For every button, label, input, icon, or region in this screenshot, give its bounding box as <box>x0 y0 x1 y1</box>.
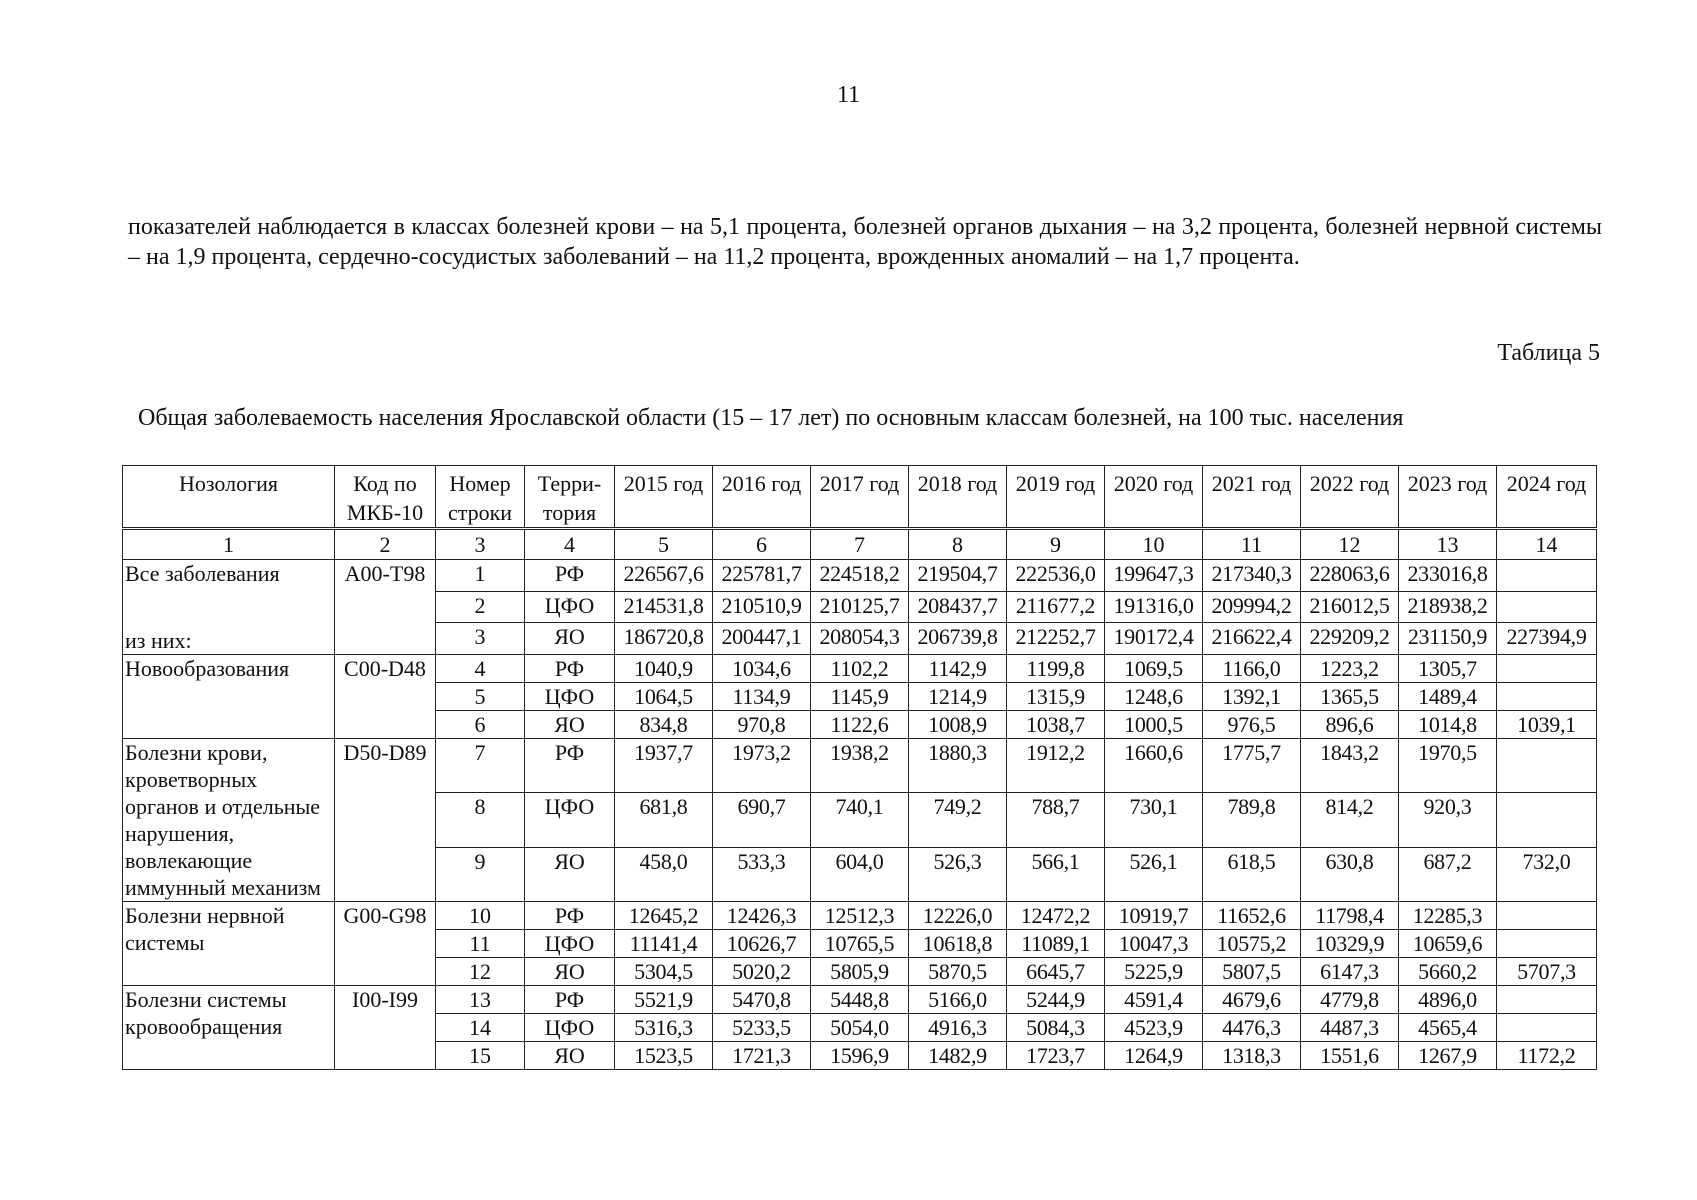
territory-cell: ЦФО <box>525 930 615 958</box>
value-cell: 1134,9 <box>713 683 811 711</box>
value-cell: 224518,2 <box>811 560 909 592</box>
value-cell: 1973,2 <box>713 739 811 793</box>
column-number: 3 <box>436 529 525 560</box>
value-cell: 740,1 <box>811 793 909 847</box>
value-cell: 814,2 <box>1301 793 1399 847</box>
value-cell: 1937,7 <box>615 739 713 793</box>
value-cell: 1248,6 <box>1105 683 1203 711</box>
value-cell: 1039,1 <box>1497 711 1597 739</box>
value-cell: 788,7 <box>1007 793 1105 847</box>
value-cell: 526,3 <box>909 847 1007 901</box>
value-cell: 1315,9 <box>1007 683 1105 711</box>
territory-cell: ЯО <box>525 711 615 739</box>
value-cell: 789,8 <box>1203 793 1301 847</box>
value-cell: 5807,5 <box>1203 958 1301 986</box>
value-cell: 5521,9 <box>615 986 713 1014</box>
row-number-cell: 3 <box>436 623 525 655</box>
territory-cell: РФ <box>525 986 615 1014</box>
value-cell: 618,5 <box>1203 847 1301 901</box>
value-cell: 1142,9 <box>909 655 1007 683</box>
value-cell: 687,2 <box>1399 847 1497 901</box>
icd-code-cell: G00-G98 <box>335 902 436 986</box>
nozology-cell <box>123 560 335 655</box>
value-cell: 216622,4 <box>1203 623 1301 655</box>
value-cell <box>1497 591 1597 623</box>
value-cell: 211677,2 <box>1007 591 1105 623</box>
nozology-cell <box>123 739 335 902</box>
value-cell: 1843,2 <box>1301 739 1399 793</box>
row-number-cell: 1 <box>436 560 525 592</box>
territory-cell: РФ <box>525 739 615 793</box>
table-row <box>123 560 1597 592</box>
nozology-label: Новообразования <box>125 656 290 681</box>
value-cell: 976,5 <box>1203 711 1301 739</box>
column-number: 14 <box>1497 529 1597 560</box>
value-cell: 12472,2 <box>1007 902 1105 930</box>
territory-cell: ЯО <box>525 623 615 655</box>
row-number-cell: 11 <box>436 930 525 958</box>
value-cell: 566,1 <box>1007 847 1105 901</box>
territory-cell: РФ <box>525 655 615 683</box>
value-cell: 10329,9 <box>1301 930 1399 958</box>
value-cell: 1365,5 <box>1301 683 1399 711</box>
value-cell: 208054,3 <box>811 623 909 655</box>
value-cell <box>1497 560 1597 592</box>
page-number: 11 <box>836 82 861 108</box>
value-cell: 1264,9 <box>1105 1042 1203 1070</box>
column-number: 9 <box>1007 529 1105 560</box>
value-cell: 1199,8 <box>1007 655 1105 683</box>
table-row <box>123 986 1597 1014</box>
value-cell: 1775,7 <box>1203 739 1301 793</box>
value-cell: 11652,6 <box>1203 902 1301 930</box>
header-cell: Нозология <box>123 466 335 529</box>
value-cell: 1014,8 <box>1399 711 1497 739</box>
value-cell: 12226,0 <box>909 902 1007 930</box>
value-cell <box>1497 793 1597 847</box>
value-cell: 4523,9 <box>1105 1014 1203 1042</box>
table-row <box>123 739 1597 793</box>
intro-paragraph: показателей наблюдается в классах болезней крови – на 5,1 процента, болезней органов дыхания – на 3,2 процента, болезней нервной системы – на 1,9 процента, сердечно-сосудистых заболеваний – на 11,2 процента, врожденных аномалий – на 1,7 процента. <box>128 214 1602 270</box>
value-cell: 12285,3 <box>1399 902 1497 930</box>
value-cell: 1523,5 <box>615 1042 713 1070</box>
value-cell: 214531,8 <box>615 591 713 623</box>
value-cell: 1267,9 <box>1399 1042 1497 1070</box>
value-cell: 217340,3 <box>1203 560 1301 592</box>
value-cell: 229209,2 <box>1301 623 1399 655</box>
value-cell: 896,6 <box>1301 711 1399 739</box>
value-cell: 11798,4 <box>1301 902 1399 930</box>
territory-cell: РФ <box>525 560 615 592</box>
value-cell: 210510,9 <box>713 591 811 623</box>
value-cell: 206739,8 <box>909 623 1007 655</box>
value-cell: 209994,2 <box>1203 591 1301 623</box>
value-cell: 5084,3 <box>1007 1014 1105 1042</box>
value-cell: 1008,9 <box>909 711 1007 739</box>
value-cell <box>1497 739 1597 793</box>
value-cell: 4591,4 <box>1105 986 1203 1014</box>
column-number: 4 <box>525 529 615 560</box>
territory-cell: ЦФО <box>525 1014 615 1042</box>
value-cell: 1660,6 <box>1105 739 1203 793</box>
header-cell: 2022 год <box>1301 466 1399 529</box>
value-cell: 526,1 <box>1105 847 1203 901</box>
value-cell: 1122,6 <box>811 711 909 739</box>
territory-cell: ЦФО <box>525 591 615 623</box>
icd-code-cell: C00-D48 <box>335 655 436 739</box>
nozology-label: Болезни крови, кроветворных органов и отдельные нарушения, вовлекающие иммунный механизм <box>125 740 321 900</box>
value-cell: 12645,2 <box>615 902 713 930</box>
row-number-cell: 15 <box>436 1042 525 1070</box>
nozology-label: Болезни системы кровообращения <box>125 987 287 1039</box>
value-cell: 1102,2 <box>811 655 909 683</box>
value-cell: 5448,8 <box>811 986 909 1014</box>
value-cell: 219504,7 <box>909 560 1007 592</box>
value-cell: 10575,2 <box>1203 930 1301 958</box>
value-cell <box>1497 930 1597 958</box>
value-cell: 1034,6 <box>713 655 811 683</box>
header-cell: 2020 год <box>1105 466 1203 529</box>
value-cell: 5225,9 <box>1105 958 1203 986</box>
value-cell: 690,7 <box>713 793 811 847</box>
icd-code-cell: D50-D89 <box>335 739 436 902</box>
table-row <box>123 655 1597 683</box>
value-cell: 1145,9 <box>811 683 909 711</box>
value-cell: 1223,2 <box>1301 655 1399 683</box>
value-cell: 5470,8 <box>713 986 811 1014</box>
value-cell <box>1497 683 1597 711</box>
value-cell: 1064,5 <box>615 683 713 711</box>
morbidity-table <box>122 465 1597 1070</box>
value-cell <box>1497 986 1597 1014</box>
value-cell: 1596,9 <box>811 1042 909 1070</box>
header-cell: 2023 год <box>1399 466 1497 529</box>
value-cell: 1166,0 <box>1203 655 1301 683</box>
header-cell: 2016 год <box>713 466 811 529</box>
value-cell: 681,8 <box>615 793 713 847</box>
value-cell: 6147,3 <box>1301 958 1399 986</box>
row-number-cell: 4 <box>436 655 525 683</box>
value-cell: 970,8 <box>713 711 811 739</box>
territory-cell: ЯО <box>525 847 615 901</box>
value-cell: 5316,3 <box>615 1014 713 1042</box>
value-cell: 233016,8 <box>1399 560 1497 592</box>
nozology-cell <box>123 655 335 739</box>
value-cell: 4679,6 <box>1203 986 1301 1014</box>
value-cell: 1723,7 <box>1007 1042 1105 1070</box>
value-cell: 6645,7 <box>1007 958 1105 986</box>
value-cell: 5166,0 <box>909 986 1007 1014</box>
value-cell: 1040,9 <box>615 655 713 683</box>
value-cell <box>1497 655 1597 683</box>
row-number-cell: 6 <box>436 711 525 739</box>
value-cell: 1318,3 <box>1203 1042 1301 1070</box>
value-cell: 4896,0 <box>1399 986 1497 1014</box>
value-cell: 216012,5 <box>1301 591 1399 623</box>
value-cell: 5304,5 <box>615 958 713 986</box>
value-cell: 12512,3 <box>811 902 909 930</box>
column-number: 8 <box>909 529 1007 560</box>
value-cell: 190172,4 <box>1105 623 1203 655</box>
value-cell: 222536,0 <box>1007 560 1105 592</box>
row-number-cell: 13 <box>436 986 525 1014</box>
value-cell: 920,3 <box>1399 793 1497 847</box>
value-cell: 1721,3 <box>713 1042 811 1070</box>
icd-code-cell: A00-T98 <box>335 560 436 655</box>
value-cell: 11141,4 <box>615 930 713 958</box>
value-cell: 604,0 <box>811 847 909 901</box>
value-cell: 1172,2 <box>1497 1042 1597 1070</box>
column-number: 7 <box>811 529 909 560</box>
value-cell: 199647,3 <box>1105 560 1203 592</box>
value-cell: 227394,9 <box>1497 623 1597 655</box>
value-cell: 5020,2 <box>713 958 811 986</box>
value-cell <box>1497 1014 1597 1042</box>
value-cell: 1938,2 <box>811 739 909 793</box>
icd-code-cell: I00-I99 <box>335 986 436 1070</box>
value-cell: 4779,8 <box>1301 986 1399 1014</box>
value-cell: 749,2 <box>909 793 1007 847</box>
header-cell: 2015 год <box>615 466 713 529</box>
value-cell: 208437,7 <box>909 591 1007 623</box>
row-number-cell: 9 <box>436 847 525 901</box>
column-number: 1 <box>123 529 335 560</box>
value-cell: 533,3 <box>713 847 811 901</box>
value-cell: 1392,1 <box>1203 683 1301 711</box>
value-cell: 1970,5 <box>1399 739 1497 793</box>
row-number-cell: 14 <box>436 1014 525 1042</box>
header-cell: Терри-тория <box>525 466 615 529</box>
value-cell: 10659,6 <box>1399 930 1497 958</box>
header-cell: Код по МКБ-10 <box>335 466 436 529</box>
column-number: 2 <box>335 529 436 560</box>
value-cell: 1489,4 <box>1399 683 1497 711</box>
header-cell: 2017 год <box>811 466 909 529</box>
nozology-subnote: из них: <box>125 628 192 653</box>
column-number: 11 <box>1203 529 1301 560</box>
value-cell: 10626,7 <box>713 930 811 958</box>
column-number: 13 <box>1399 529 1497 560</box>
value-cell: 186720,8 <box>615 623 713 655</box>
value-cell: 1482,9 <box>909 1042 1007 1070</box>
value-cell: 1214,9 <box>909 683 1007 711</box>
column-number: 12 <box>1301 529 1399 560</box>
value-cell: 210125,7 <box>811 591 909 623</box>
value-cell: 1069,5 <box>1105 655 1203 683</box>
value-cell: 834,8 <box>615 711 713 739</box>
value-cell: 732,0 <box>1497 847 1597 901</box>
value-cell: 10919,7 <box>1105 902 1203 930</box>
table-body <box>123 560 1597 1070</box>
value-cell: 1912,2 <box>1007 739 1105 793</box>
value-cell: 4916,3 <box>909 1014 1007 1042</box>
value-cell: 10047,3 <box>1105 930 1203 958</box>
value-cell: 5244,9 <box>1007 986 1105 1014</box>
value-cell: 630,8 <box>1301 847 1399 901</box>
value-cell: 212252,7 <box>1007 623 1105 655</box>
territory-cell: ЦФО <box>525 793 615 847</box>
header-cell: 2019 год <box>1007 466 1105 529</box>
value-cell: 1880,3 <box>909 739 1007 793</box>
value-cell: 458,0 <box>615 847 713 901</box>
row-number-cell: 8 <box>436 793 525 847</box>
value-cell: 4487,3 <box>1301 1014 1399 1042</box>
value-cell: 1000,5 <box>1105 711 1203 739</box>
value-cell: 1038,7 <box>1007 711 1105 739</box>
value-cell: 200447,1 <box>713 623 811 655</box>
value-cell: 10618,8 <box>909 930 1007 958</box>
value-cell: 191316,0 <box>1105 591 1203 623</box>
value-cell: 11089,1 <box>1007 930 1105 958</box>
row-number-cell: 7 <box>436 739 525 793</box>
territory-cell: ЦФО <box>525 683 615 711</box>
value-cell: 5805,9 <box>811 958 909 986</box>
territory-cell: РФ <box>525 902 615 930</box>
header-cell: 2021 год <box>1203 466 1301 529</box>
value-cell: 4476,3 <box>1203 1014 1301 1042</box>
territory-cell: ЯО <box>525 1042 615 1070</box>
value-cell: 5660,2 <box>1399 958 1497 986</box>
table-title: Общая заболеваемость населения Ярославской области (15 – 17 лет) по основным классам болезней, на 100 тыс. населения <box>138 405 1404 431</box>
value-cell <box>1497 902 1597 930</box>
row-number-cell: 2 <box>436 591 525 623</box>
nozology-cell <box>123 902 335 986</box>
header-row <box>123 466 1597 529</box>
value-cell: 730,1 <box>1105 793 1203 847</box>
value-cell: 5707,3 <box>1497 958 1597 986</box>
header-cell: Номер строки <box>436 466 525 529</box>
value-cell: 225781,7 <box>713 560 811 592</box>
table-caption: Таблица 5 <box>1497 340 1600 366</box>
header-cell: 2024 год <box>1497 466 1597 529</box>
value-cell: 5870,5 <box>909 958 1007 986</box>
table-row <box>123 902 1597 930</box>
nozology-label: Все заболевания <box>125 561 280 586</box>
value-cell: 226567,6 <box>615 560 713 592</box>
header-cell: 2018 год <box>909 466 1007 529</box>
column-number-row <box>123 529 1597 560</box>
territory-cell: ЯО <box>525 958 615 986</box>
row-number-cell: 10 <box>436 902 525 930</box>
value-cell: 5233,5 <box>713 1014 811 1042</box>
nozology-cell <box>123 986 335 1070</box>
value-cell: 5054,0 <box>811 1014 909 1042</box>
row-number-cell: 5 <box>436 683 525 711</box>
value-cell: 10765,5 <box>811 930 909 958</box>
column-number: 6 <box>713 529 811 560</box>
value-cell: 1551,6 <box>1301 1042 1399 1070</box>
value-cell: 12426,3 <box>713 902 811 930</box>
column-number: 10 <box>1105 529 1203 560</box>
value-cell: 228063,6 <box>1301 560 1399 592</box>
value-cell: 218938,2 <box>1399 591 1497 623</box>
value-cell: 4565,4 <box>1399 1014 1497 1042</box>
nozology-label: Болезни нервной системы <box>125 903 285 955</box>
value-cell: 231150,9 <box>1399 623 1497 655</box>
value-cell: 1305,7 <box>1399 655 1497 683</box>
row-number-cell: 12 <box>436 958 525 986</box>
column-number: 5 <box>615 529 713 560</box>
